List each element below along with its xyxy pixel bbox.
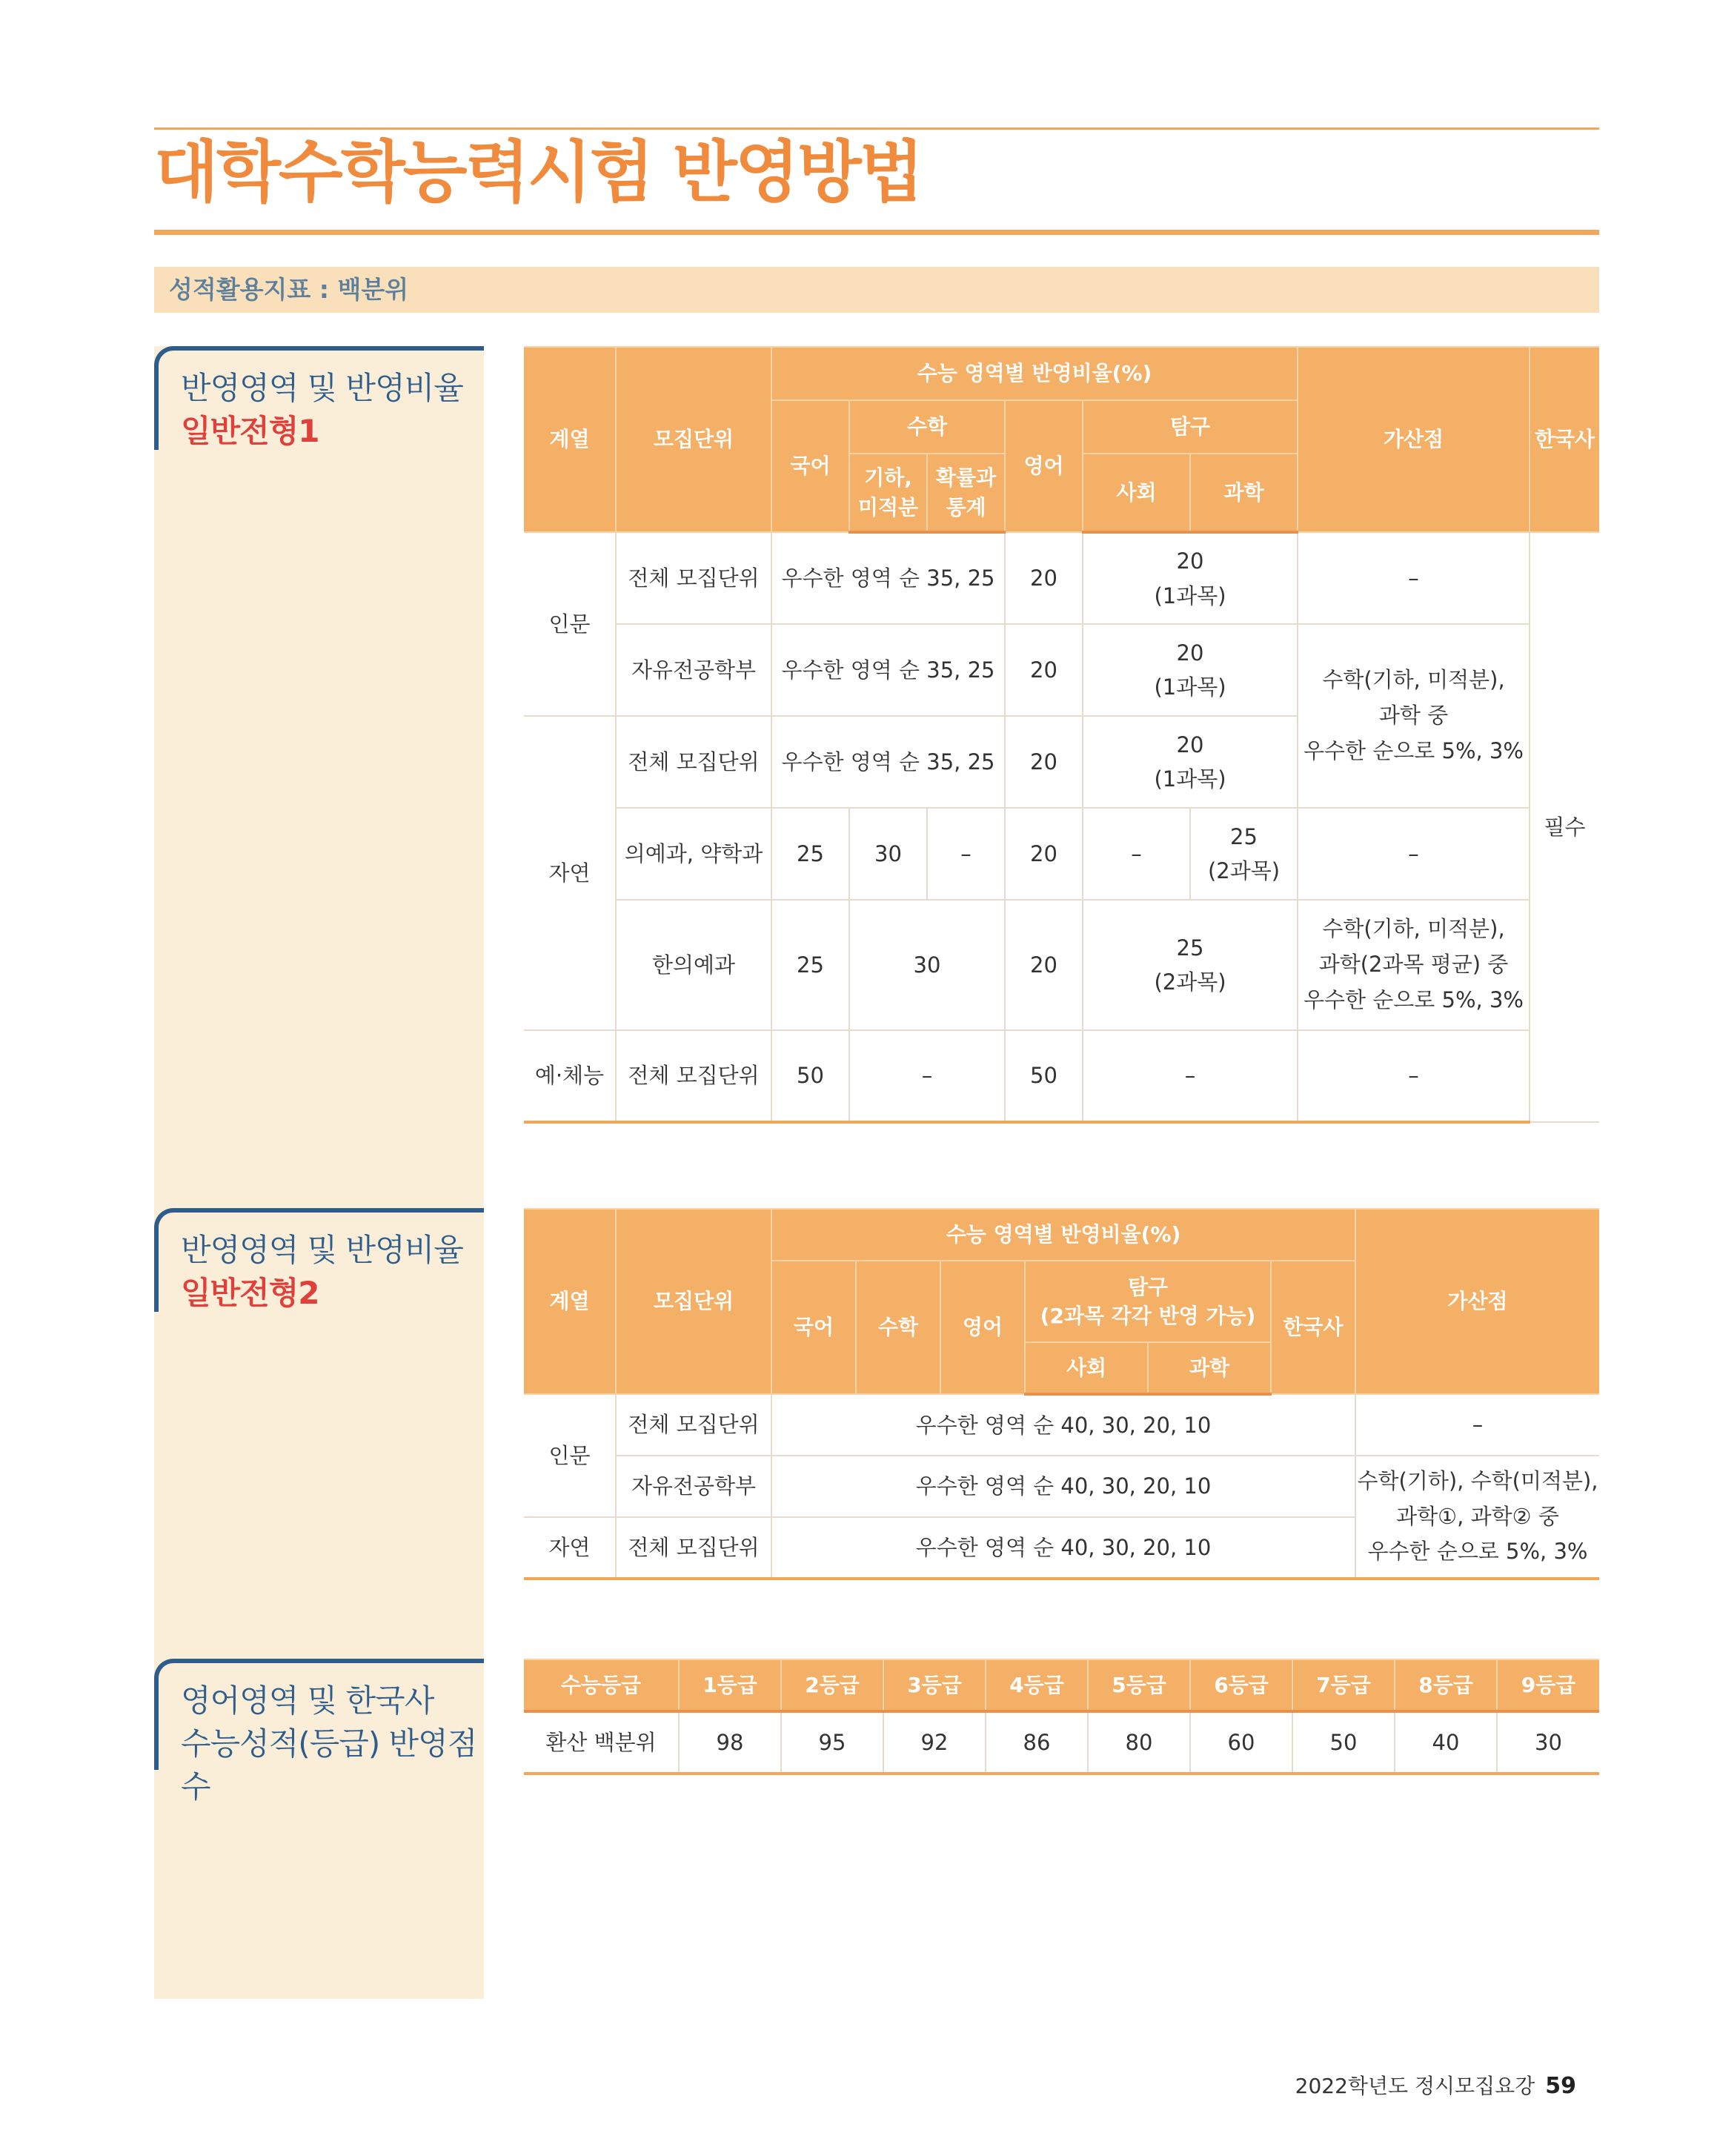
grade-header-cell: 9등급 xyxy=(1497,1659,1599,1711)
table-row xyxy=(524,1394,1599,1456)
bonus-cell: 수학(기하, 미적분), 과학 중 우수한 순으로 5%, 3% xyxy=(1298,624,1530,808)
section2-heading-line2: 일반전형2 xyxy=(181,1275,319,1311)
table-row xyxy=(524,1456,1599,1517)
math-a-cell: 30 xyxy=(849,808,927,900)
unit-cell: 의예과, 약학과 xyxy=(616,808,771,900)
unit-cell: 전체 모집단위 xyxy=(616,532,771,624)
grade-header-cell: 2등급 xyxy=(781,1659,883,1711)
grade-score-cell: 30 xyxy=(1497,1711,1599,1774)
page-title: 대학수학능력시험 반영방법 xyxy=(154,133,922,211)
category-natural: 자연 xyxy=(524,1517,616,1579)
header-korean: 국어 xyxy=(771,1261,856,1394)
header-math: 수학 xyxy=(856,1261,940,1394)
grade-header-cell: 8등급 xyxy=(1395,1659,1497,1711)
header-category: 계열 xyxy=(524,347,616,532)
inquiry-cell: 25 (2과목) xyxy=(1083,900,1298,1030)
header-ratio-group: 수능 영역별 반영비율(%) xyxy=(771,347,1298,400)
header-math-probability: 확률과 통계 xyxy=(927,454,1005,532)
header-korean: 국어 xyxy=(771,400,849,532)
ratio-cell: 우수한 영역 순 40, 30, 20, 10 xyxy=(771,1394,1355,1456)
category-natural: 자연 xyxy=(524,716,616,1030)
math-b-cell: – xyxy=(927,808,1005,900)
header-english: 영어 xyxy=(1005,400,1083,532)
section2-heading xyxy=(154,1208,484,1312)
grade-header-cell: 4등급 xyxy=(986,1659,1088,1711)
unit-cell: 한의예과 xyxy=(616,900,771,1030)
table-row xyxy=(524,532,1599,624)
footer-text: 2022학년도 정시모집요강 xyxy=(1295,2074,1535,2098)
title-underline xyxy=(154,230,1599,235)
math-cell: 30 xyxy=(849,900,1005,1030)
section3-heading-line1: 영어영역 및 한국사 xyxy=(181,1682,434,1719)
section1-heading-line2: 일반전형1 xyxy=(181,413,319,449)
table-row xyxy=(524,1711,1599,1774)
section2-heading-line1: 반영영역 및 반영비율 xyxy=(181,1232,463,1268)
footer xyxy=(1295,2070,1576,2100)
category-arts: 예·체능 xyxy=(524,1030,616,1122)
header-category: 계열 xyxy=(524,1209,616,1394)
math-cell: – xyxy=(849,1030,1005,1122)
header-inquiry: 탐구 (2과목 각각 반영 가능) xyxy=(1025,1261,1271,1342)
unit-cell: 전체 모집단위 xyxy=(616,1394,771,1456)
bonus-cell: – xyxy=(1298,1030,1530,1122)
grade-conversion-table xyxy=(524,1659,1599,1775)
table-row xyxy=(524,1030,1599,1122)
header-unit: 모집단위 xyxy=(616,347,771,532)
korean-cell: 25 xyxy=(771,900,849,1030)
bonus-cell: – xyxy=(1298,532,1530,624)
section3-heading-line2: 수능성적(등급) 반영점수 xyxy=(181,1725,477,1805)
social-cell: – xyxy=(1083,808,1190,900)
english-cell: 20 xyxy=(1005,624,1083,716)
header-history: 한국사 xyxy=(1530,347,1599,532)
bonus-cell: – xyxy=(1298,808,1530,900)
grade-score-cell: 50 xyxy=(1292,1711,1395,1774)
header-science: 과학 xyxy=(1190,454,1298,532)
score-index-bar: 성적활용지표 : 백분위 xyxy=(154,267,1599,313)
table-row xyxy=(524,900,1599,1030)
header-ratio-group: 수능 영역별 반영비율(%) xyxy=(771,1209,1355,1261)
grade-score-cell: 86 xyxy=(986,1711,1088,1774)
section1-table xyxy=(524,346,1599,1124)
korean-cell: 50 xyxy=(771,1030,849,1122)
bonus-cell: 수학(기하, 미적분), 과학(2과목 평균) 중 우수한 순으로 5%, 3% xyxy=(1298,900,1530,1030)
english-cell: 20 xyxy=(1005,808,1083,900)
science-cell: 25 (2과목) xyxy=(1190,808,1298,900)
header-bonus: 가산점 xyxy=(1355,1209,1599,1394)
english-cell: 50 xyxy=(1005,1030,1083,1122)
grade-header-cell: 3등급 xyxy=(883,1659,986,1711)
inquiry-cell: 20 (1과목) xyxy=(1083,624,1298,716)
grade-score-cell: 60 xyxy=(1190,1711,1292,1774)
inquiry-cell: – xyxy=(1083,1030,1298,1122)
top-rule xyxy=(154,127,1599,130)
english-cell: 20 xyxy=(1005,716,1083,808)
grade-score-cell: 92 xyxy=(883,1711,986,1774)
score-row-label: 환산 백분위 xyxy=(524,1711,679,1774)
unit-cell: 전체 모집단위 xyxy=(616,716,771,808)
header-social: 사회 xyxy=(1025,1342,1148,1394)
grade-score-cell: 80 xyxy=(1088,1711,1190,1774)
grade-header-cell: 5등급 xyxy=(1088,1659,1190,1711)
category-humanities: 인문 xyxy=(524,1394,616,1517)
grade-header-cell: 7등급 xyxy=(1292,1659,1395,1711)
table-row xyxy=(524,808,1599,900)
page-number: 59 xyxy=(1545,2073,1576,2099)
header-science: 과학 xyxy=(1148,1342,1271,1394)
unit-cell: 전체 모집단위 xyxy=(616,1030,771,1122)
grade-header-cell: 1등급 xyxy=(679,1659,781,1711)
ratio-cell: 우수한 영역 순 40, 30, 20, 10 xyxy=(771,1456,1355,1517)
ratio-cell: 우수한 영역 순 35, 25 xyxy=(771,624,1005,716)
grade-score-cell: 40 xyxy=(1395,1711,1497,1774)
header-social: 사회 xyxy=(1083,454,1190,532)
unit-cell: 자유전공학부 xyxy=(616,624,771,716)
section3-heading xyxy=(154,1659,484,1805)
bonus-cell: 수학(기하), 수학(미적분), 과학①, 과학② 중 우수한 순으로 5%, 3% xyxy=(1355,1456,1599,1579)
section1-heading xyxy=(154,346,484,450)
history-required-cell: 필수 xyxy=(1530,532,1599,1122)
grade-header-label: 수능등급 xyxy=(524,1659,679,1711)
bonus-cell: – xyxy=(1355,1394,1599,1456)
header-english: 영어 xyxy=(940,1261,1025,1394)
table-row xyxy=(524,624,1599,716)
english-cell: 20 xyxy=(1005,532,1083,624)
english-cell: 20 xyxy=(1005,900,1083,1030)
inquiry-cell: 20 (1과목) xyxy=(1083,532,1298,624)
section1-heading-line1: 반영영역 및 반영비율 xyxy=(181,370,463,406)
header-math: 수학 xyxy=(849,400,1005,454)
unit-cell: 자유전공학부 xyxy=(616,1456,771,1517)
ratio-cell: 우수한 영역 순 40, 30, 20, 10 xyxy=(771,1517,1355,1579)
header-unit: 모집단위 xyxy=(616,1209,771,1394)
header-bonus: 가산점 xyxy=(1298,347,1530,532)
inquiry-cell: 20 (1과목) xyxy=(1083,716,1298,808)
section2-table xyxy=(524,1208,1599,1580)
grade-header-cell: 6등급 xyxy=(1190,1659,1292,1711)
category-humanities: 인문 xyxy=(524,532,616,716)
header-math-geometry-calculus: 기하, 미적분 xyxy=(849,454,927,532)
grade-score-cell: 95 xyxy=(781,1711,883,1774)
korean-cell: 25 xyxy=(771,808,849,900)
ratio-cell: 우수한 영역 순 35, 25 xyxy=(771,532,1005,624)
grade-score-cell: 98 xyxy=(679,1711,781,1774)
ratio-cell: 우수한 영역 순 35, 25 xyxy=(771,716,1005,808)
header-inquiry: 탐구 xyxy=(1083,400,1298,454)
unit-cell: 전체 모집단위 xyxy=(616,1517,771,1579)
header-history: 한국사 xyxy=(1271,1261,1355,1394)
